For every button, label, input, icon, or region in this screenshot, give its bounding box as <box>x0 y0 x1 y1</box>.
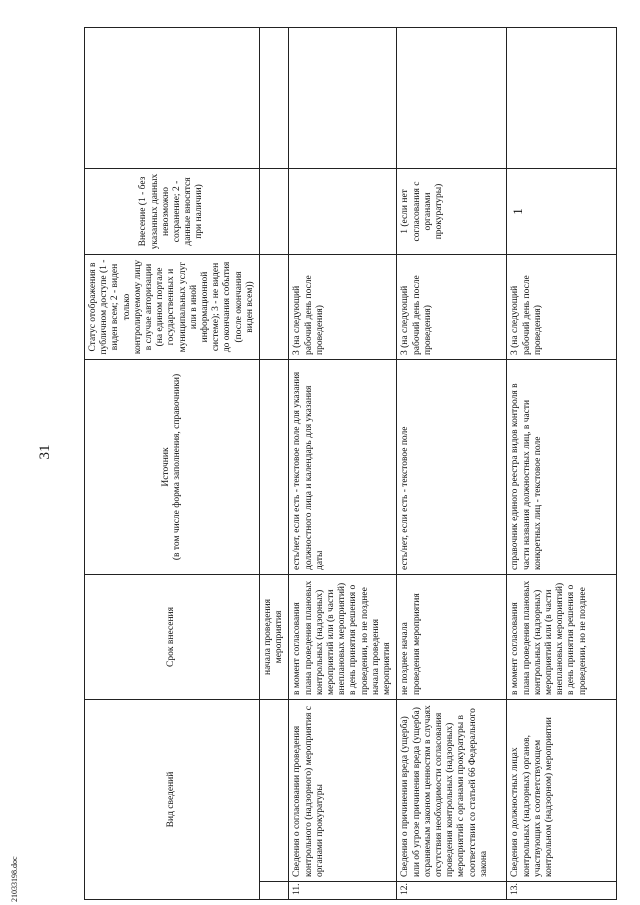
row-number: 11. <box>289 882 397 900</box>
document-id: 21033198.doc <box>10 856 19 902</box>
cell-empty <box>260 699 289 881</box>
cell-empty <box>507 28 617 169</box>
header-kind: Вид сведений <box>85 699 260 899</box>
header-source <box>85 359 260 574</box>
table-row <box>397 28 507 900</box>
header-entry: Внесение (1 - без указанных данных невозможно сохранение; 2 - данные вносятся при наличии) <box>85 168 260 254</box>
cell-kind: Сведения о причинении вреда (ущерба) или об угрозе причинения вреда (ущерба) охраняемым законом ценностям в случаях отсутствия необходимости согласования проведения контрольных (надзорных) мероприятий с органами прокуратуры в соответствии со статьей 66 Федерального закона <box>397 699 507 881</box>
data-table <box>84 27 617 900</box>
cell-empty <box>260 254 289 359</box>
table-header-row <box>85 28 260 900</box>
cell-empty <box>260 28 289 169</box>
cell-term-continuation: начала проведения мероприятия <box>260 574 289 699</box>
rotated-table-container <box>84 27 588 900</box>
header-term: Срок внесения <box>85 574 260 699</box>
cell-status: 3 (на следующий рабочий день после проведения) <box>397 254 507 359</box>
header-source-note: (в том числе форма заполнения, справочники) <box>172 373 183 561</box>
row-number: 12. <box>397 882 507 900</box>
cell-kind: Сведения о должностных лицах контрольных (надзорных) органов, участвующих в соответствующем контрольном (надзорном) мероприятии <box>507 699 617 881</box>
cell-term: в момент согласования плана проведения плановых контрольных (надзорных) мероприятий или (в части внеплановых мероприятий) в день принятия решения о проведении, но не позднее <box>507 574 617 699</box>
cell-source: есть/нет, если есть - текстовое поле для указания должностного лица и календарь для указания даты <box>289 359 397 574</box>
cell-status: 3 (на следующий рабочий день после проведения) <box>289 254 397 359</box>
table-row-continuation <box>260 28 289 900</box>
header-empty <box>85 28 260 169</box>
cell-empty <box>260 882 289 900</box>
cell-entry: 1 <box>507 168 617 254</box>
row-number: 13. <box>507 882 617 900</box>
table-row <box>507 28 617 900</box>
header-source-title: Источник <box>160 447 171 487</box>
header-status: Статус отображения в публичном доступе (1 - виден всем; 2 - виден только контролируемому лицу в случае авторизации (на едином портале государственных и муниципальных услуг или в иной информационной системе); 3 - не виден до окончания события (после окончания виден всем)) <box>85 254 260 359</box>
cell-empty <box>289 28 397 169</box>
cell-empty <box>397 28 507 169</box>
page-number: 31 <box>37 444 53 460</box>
cell-source: справочник единого реестра видов контроля в части названия должностных лиц, в части конкретных лиц - текстовое поле <box>507 359 617 574</box>
cell-source: есть/нет, если есть - текстовое поле <box>397 359 507 574</box>
cell-entry <box>289 168 397 254</box>
cell-empty <box>260 359 289 574</box>
cell-term: не позднее начала проведения мероприятия <box>397 574 507 699</box>
cell-entry: 1 (если нет согласования с органами прокуратуры) <box>397 168 507 254</box>
cell-status: 3 (на следующий рабочий день после проведения) <box>507 254 617 359</box>
cell-empty <box>260 168 289 254</box>
cell-kind: Сведения о согласовании проведения контрольного (надзорного) мероприятия с органами прокуратуры <box>289 699 397 881</box>
cell-term: в момент согласования плана проведения плановых контрольных (надзорных) мероприятий или (в части внеплановых мероприятий) в день принятия решения о проведении, но не позднее начала проведения мероприятия <box>289 574 397 699</box>
table-row <box>289 28 397 900</box>
